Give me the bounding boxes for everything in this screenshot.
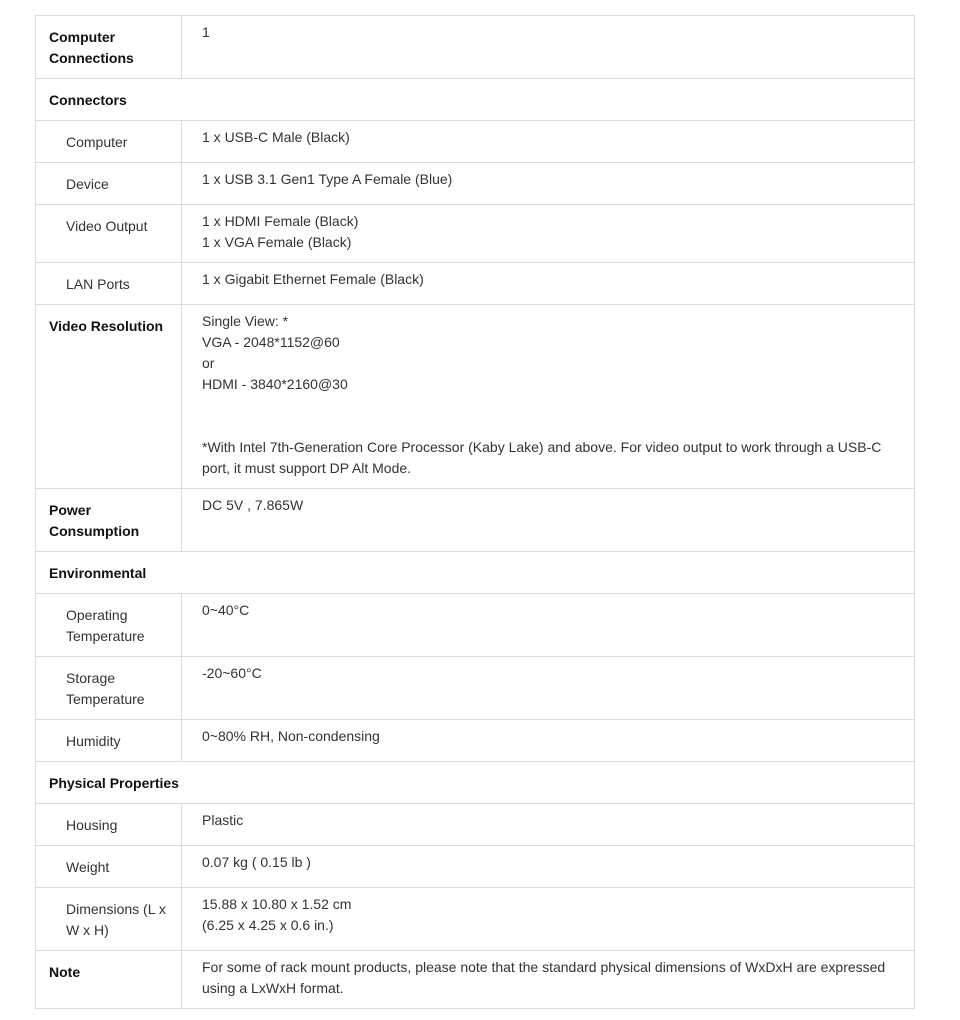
row-label: Humidity [36, 720, 182, 762]
table-row [36, 888, 915, 951]
row-label: Storage Temperature [36, 657, 182, 720]
table-row [36, 594, 915, 657]
row-value: 1 [182, 16, 915, 79]
table-row [36, 804, 915, 846]
value-line: 1 x HDMI Female (Black) [202, 213, 359, 229]
row-value: -20~60°C [182, 657, 915, 720]
table-row [36, 163, 915, 205]
row-label: Video Resolution [36, 305, 182, 489]
table-row [36, 305, 915, 489]
value-line: VGA - 2048*1152@60 [202, 334, 340, 350]
table-row [36, 489, 915, 552]
row-label: Power Consumption [36, 489, 182, 552]
row-label: Dimensions (L x W x H) [36, 888, 182, 951]
row-value [182, 305, 915, 489]
row-value: 1 x USB 3.1 Gen1 Type A Female (Blue) [182, 163, 915, 205]
table-row [36, 263, 915, 305]
row-label: Operating Temperature [36, 594, 182, 657]
row-label: Computer [36, 121, 182, 163]
section-row [36, 762, 915, 804]
row-label: Weight [36, 846, 182, 888]
section-row [36, 79, 915, 121]
value-line: (6.25 x 4.25 x 0.6 in.) [202, 917, 334, 933]
row-label: Video Output [36, 205, 182, 263]
table-row [36, 205, 915, 263]
row-value: 0.07 kg ( 0.15 lb ) [182, 846, 915, 888]
section-heading: Connectors [36, 79, 915, 121]
row-value: DC 5V , 7.865W [182, 489, 915, 552]
footnote: *With Intel 7th-Generation Core Processor (Kaby Lake) and above. For video output to work through a USB-C port, it must support DP Alt Mode. [202, 439, 882, 476]
row-value [182, 888, 915, 951]
value-line: 15.88 x 10.80 x 1.52 cm [202, 896, 352, 912]
value-line: 1 x VGA Female (Black) [202, 234, 352, 250]
table-row [36, 121, 915, 163]
section-row [36, 552, 915, 594]
row-label: Computer Connections [36, 16, 182, 79]
table-row [36, 657, 915, 720]
row-label: Housing [36, 804, 182, 846]
row-label: Device [36, 163, 182, 205]
spacer [202, 395, 904, 437]
value-line: HDMI - 3840*2160@30 [202, 376, 348, 392]
row-value: Plastic [182, 804, 915, 846]
section-heading: Physical Properties [36, 762, 915, 804]
row-label: LAN Ports [36, 263, 182, 305]
table-row [36, 720, 915, 762]
row-value [182, 205, 915, 263]
table-row [36, 951, 915, 1009]
section-heading: Environmental [36, 552, 915, 594]
row-value: 1 x USB-C Male (Black) [182, 121, 915, 163]
value-line: Single View: * [202, 313, 289, 329]
table-row [36, 16, 915, 79]
row-value: 0~80% RH, Non-condensing [182, 720, 915, 762]
row-label: Note [36, 951, 182, 1009]
row-value: 0~40°C [182, 594, 915, 657]
row-value: For some of rack mount products, please note that the standard physical dimensions of WxDxH are expressed using a LxWxH format. [182, 951, 915, 1009]
table-row [36, 846, 915, 888]
value-line: or [202, 355, 215, 371]
row-value: 1 x Gigabit Ethernet Female (Black) [182, 263, 915, 305]
spec-table [35, 15, 915, 1009]
